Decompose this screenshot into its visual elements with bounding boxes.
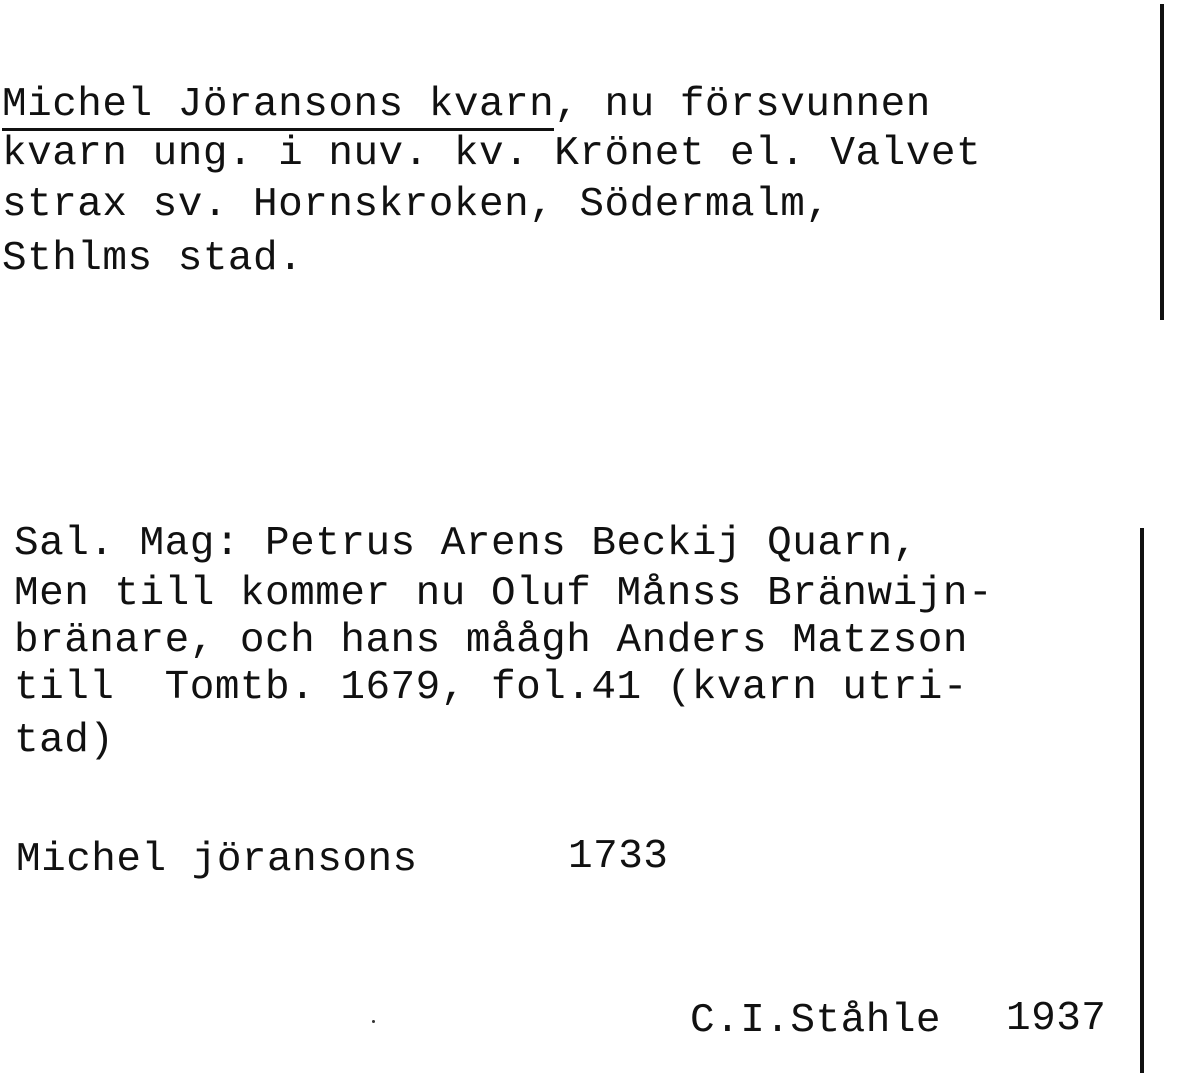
scan-speck	[372, 1020, 375, 1023]
source-line-4: till Tomtb. 1679, fol.41 (kvarn utri-	[14, 665, 968, 711]
entry-line-1: kvarn ung. i nuv. kv. Krönet el. Valvet	[2, 131, 982, 177]
source-line-3: bränare, och hans måågh Anders Matzson	[14, 618, 968, 664]
reference-year: 1733	[568, 834, 669, 880]
signature-author: C.I.Ståhle	[690, 998, 942, 1044]
card-edge-rule-top	[1160, 4, 1164, 320]
source-line-2: Men till kommer nu Oluf Månss Bränwijn-	[14, 571, 994, 617]
source-line-5: tad)	[14, 718, 115, 764]
reference-name: Michel jöransons	[16, 837, 418, 883]
entry-heading-line	[2, 82, 931, 128]
card-edge-rule-bottom	[1140, 528, 1144, 1073]
entry-line-2: strax sv. Hornskroken, Södermalm,	[2, 182, 831, 228]
entry-title-rest: , nu försvunnen	[554, 82, 931, 128]
source-line-1: Sal. Mag: Petrus Arens Beckij Quarn,	[14, 521, 918, 567]
entry-title: Michel Jöransons kvarn	[2, 82, 554, 131]
signature-year: 1937	[1006, 996, 1107, 1042]
entry-line-3: Sthlms stad.	[2, 236, 304, 282]
